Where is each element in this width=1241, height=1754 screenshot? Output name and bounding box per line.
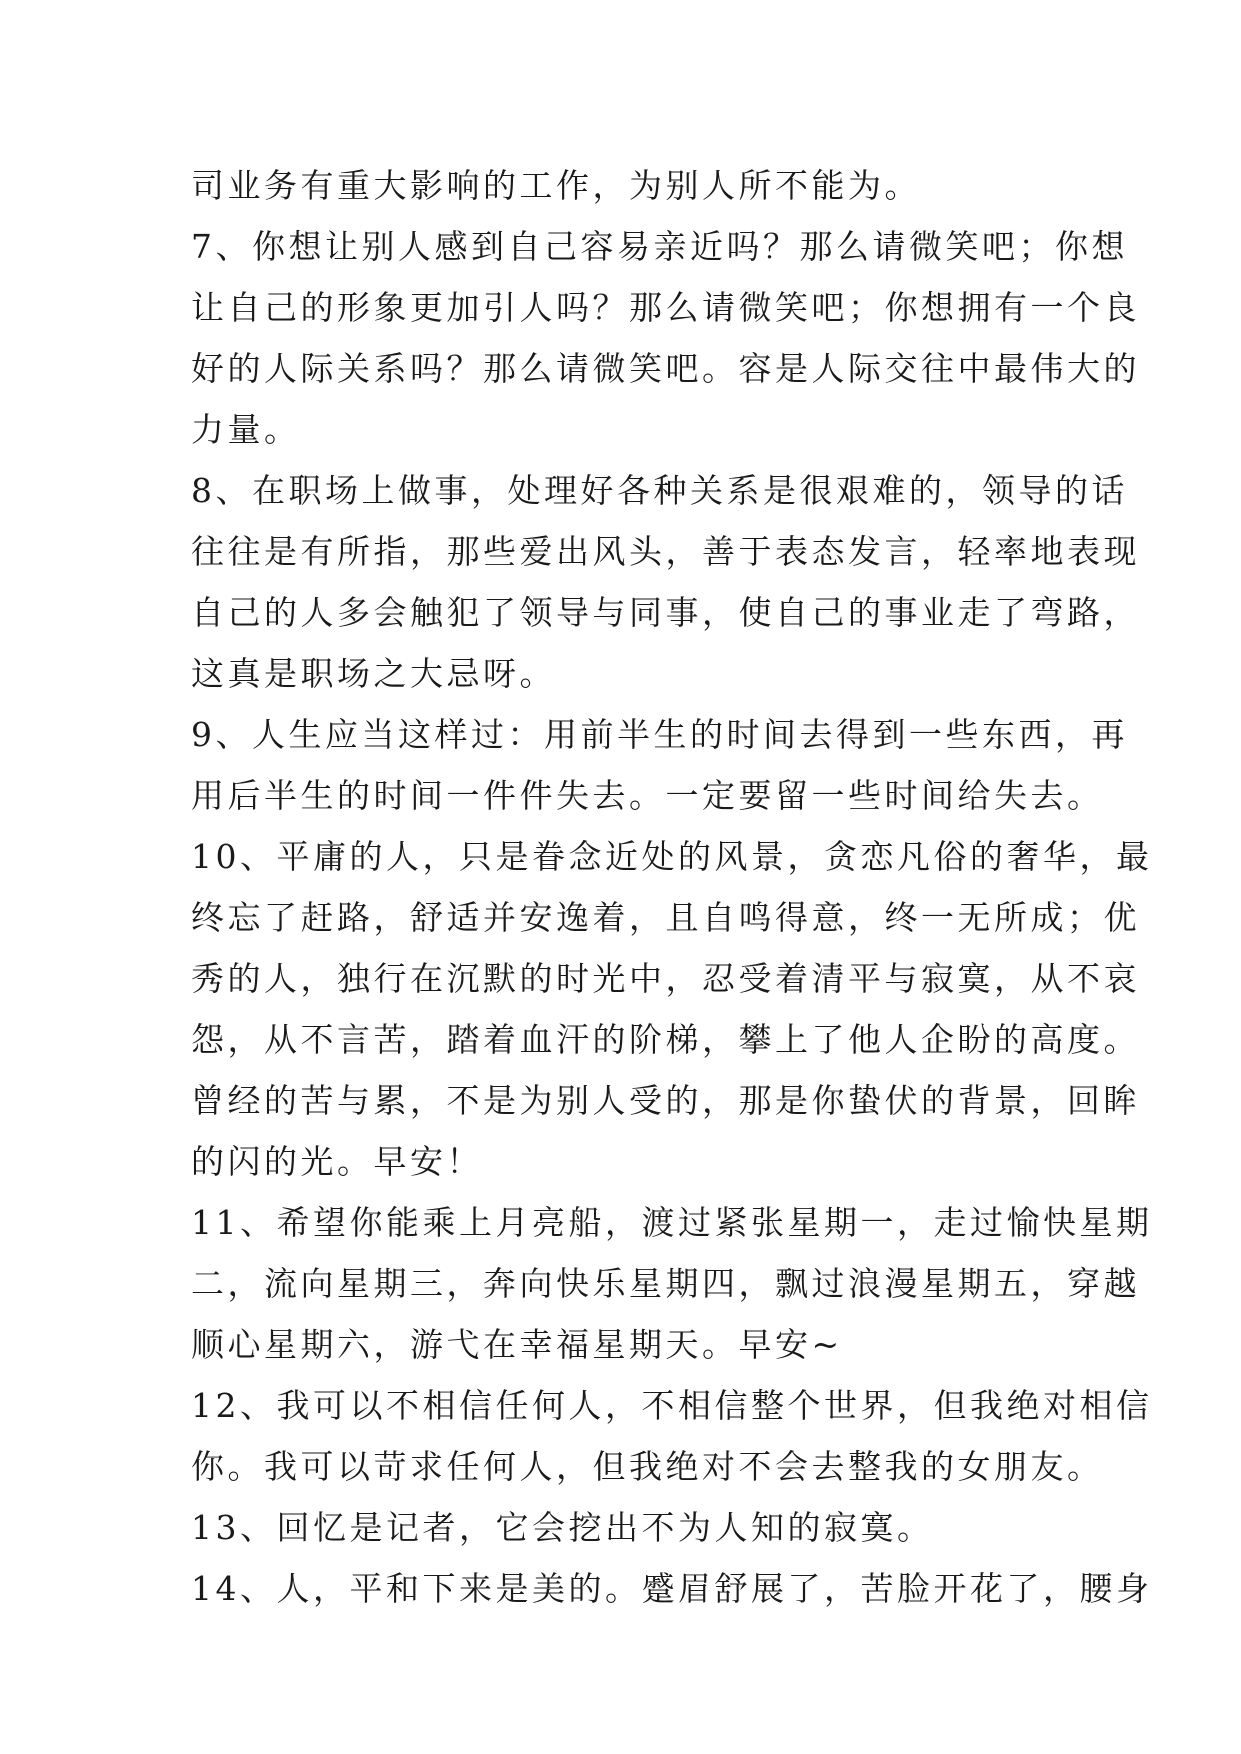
text-line: 9、人生应当这样过：用前半生的时间去得到一些东西，再 — [191, 715, 1128, 754]
text-line: 自己的人多会触犯了领导与同事，使自己的事业走了弯路， — [191, 593, 1140, 632]
text-line: 11、希望你能乘上月亮船，渡过紧张星期一，走过愉快星期 — [191, 1203, 1153, 1242]
text-line: 这真是职场之大忌呀。 — [191, 654, 556, 693]
text-line: 7、你想让别人感到自己容易亲近吗？那么请微笑吧；你想 — [191, 227, 1128, 266]
text-line: 10、平庸的人，只是眷念近处的风景，贪恋凡俗的奢华，最 — [191, 837, 1153, 876]
text-line: 顺心星期六，游弋在幸福星期天。早安~ — [191, 1325, 843, 1364]
text-line: 怨，从不言苦，踏着血汗的阶梯，攀上了他人企盼的高度。 — [191, 1020, 1140, 1059]
text-line: 用后半生的时间一件件失去。一定要留一些时间给失去。 — [191, 776, 1104, 815]
text-line: 让自己的形象更加引人吗？那么请微笑吧；你想拥有一个良 — [191, 288, 1140, 327]
text-line: 14、人，平和下来是美的。蹙眉舒展了，苦脸开花了，腰身 — [191, 1569, 1153, 1608]
text-line: 秀的人，独行在沉默的时光中，忍受着清平与寂寞，从不哀 — [191, 959, 1140, 998]
text-line: 8、在职场上做事，处理好各种关系是很艰难的，领导的话 — [191, 471, 1128, 510]
text-line: 终忘了赶路，舒适并安逸着，且自鸣得意，终一无所成；优 — [191, 898, 1140, 937]
document-body — [191, 155, 1153, 1619]
text-line: 二，流向星期三，奔向快乐星期四，飘过浪漫星期五，穿越 — [191, 1264, 1140, 1303]
text-line: 13、回忆是记者，它会挖出不为人知的寂寞。 — [191, 1508, 934, 1547]
text-line: 12、我可以不相信任何人，不相信整个世界，但我绝对相信 — [191, 1386, 1153, 1425]
text-line: 力量。 — [191, 410, 301, 449]
text-line: 往往是有所指，那些爱出风头，善于表态发言，轻率地表现 — [191, 532, 1140, 571]
text-line: 你。我可以苛求任何人，但我绝对不会去整我的女朋友。 — [191, 1447, 1104, 1486]
text-line: 曾经的苦与累，不是为别人受的，那是你蛰伏的背景，回眸 — [191, 1081, 1140, 1120]
text-line: 的闪的光。早安！ — [191, 1142, 483, 1181]
text-line: 好的人际关系吗？那么请微笑吧。容是人际交往中最伟大的 — [191, 349, 1140, 388]
text-line: 司业务有重大影响的工作，为别人所不能为。 — [191, 166, 921, 205]
